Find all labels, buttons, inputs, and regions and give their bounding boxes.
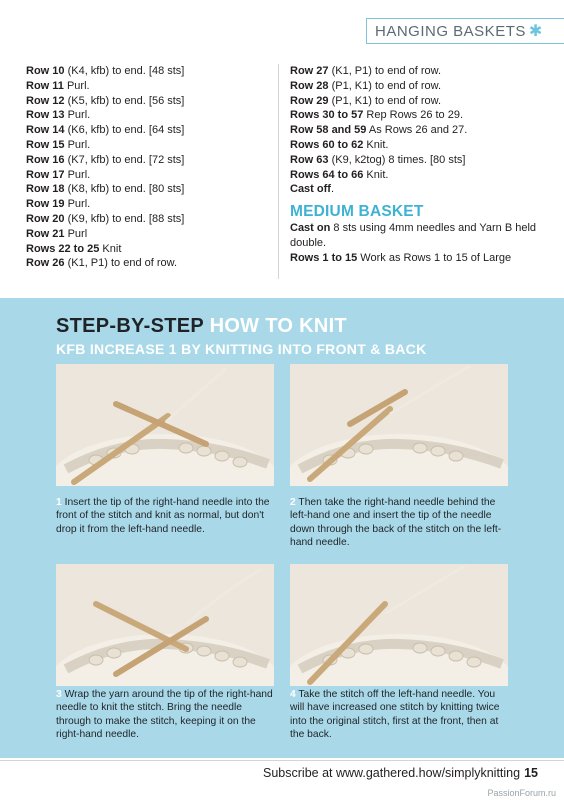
step-3-caption [56, 688, 278, 742]
pattern-row [26, 227, 266, 242]
pattern-row [290, 79, 550, 94]
row-label: Row 10 [26, 65, 65, 77]
step-by-step-title [56, 315, 347, 338]
row-label: Rows 1 to 15 [290, 251, 358, 264]
subscribe-link[interactable]: Subscribe at www.gathered.how/simplyknitting [263, 766, 521, 780]
row-label: Cast on [290, 221, 331, 234]
row-text: (K5, kfb) to end. [56 sts] [64, 94, 185, 107]
snowflake-icon: ✱ [528, 23, 543, 40]
step-1-photo [56, 364, 274, 486]
row-label: Cast off [290, 183, 331, 196]
column-divider [278, 64, 279, 279]
row-text: (P1, K1) to end of row. [328, 79, 442, 92]
row-label: Rows 60 to 62 [290, 138, 364, 151]
title-light: HOW TO KNIT [203, 315, 347, 337]
row-text: (K6, kfb) to end. [64 sts] [64, 124, 185, 137]
pattern-row [290, 153, 550, 168]
step-text: Insert the tip of the right-hand needle into the front of the stitch and knit as normal, but don't drop it from the left-hand needle. [56, 497, 270, 535]
pattern-row [290, 251, 550, 266]
pattern-row [290, 221, 550, 251]
row-text: Purl [64, 227, 88, 240]
pattern-row [26, 64, 266, 79]
row-text: (K8, kfb) to end. [80 sts] [64, 183, 185, 196]
pattern-row [26, 153, 266, 168]
row-text: Rep Rows 26 to 29. [363, 109, 464, 122]
row-label: Rows 30 to 57 [290, 109, 364, 122]
row-text: (K4, kfb) to end. [48 sts] [64, 65, 185, 77]
row-text: (K7, kfb) to end. [72 sts] [64, 153, 185, 166]
row-text: (K9, kfb) to end. [88 sts] [64, 212, 185, 225]
pattern-row [26, 108, 266, 123]
pattern-row [290, 168, 550, 183]
step-3-photo [56, 564, 274, 686]
step-number: 3 [56, 689, 62, 700]
row-text: Purl. [64, 198, 91, 211]
step-text: Wrap the yarn around the tip of the right-hand needle to knit the stitch. Bring the needle through to make the stitch, keeping it on the right-hand needle. [56, 689, 273, 741]
pattern-row [26, 138, 266, 153]
pattern-row [26, 123, 266, 138]
row-text: (K1, P1) to end of row. [328, 65, 442, 77]
row-label: Row 27 [290, 65, 329, 77]
row-label: Row 29 [290, 94, 329, 107]
pattern-row [26, 94, 266, 109]
row-label: Row 20 [26, 212, 65, 225]
pattern-row [26, 212, 266, 227]
row-text: (K1, P1) to end of row. [64, 257, 178, 270]
title-dark: STEP-BY-STEP [56, 315, 204, 337]
row-text: (K9, k2tog) 8 times. [80 sts] [328, 153, 466, 166]
row-text: Knit. [363, 138, 389, 151]
row-label: Row 12 [26, 94, 65, 107]
row-text: Knit. [363, 168, 389, 181]
step-4-photo [290, 564, 508, 686]
row-text: Purl. [63, 79, 90, 92]
pattern-row [26, 168, 266, 183]
row-label: Row 13 [26, 109, 65, 122]
row-label: Row 19 [26, 198, 65, 211]
row-text: As Rows 26 and 27. [366, 124, 468, 137]
pattern-row [290, 123, 550, 138]
pattern-row [290, 108, 550, 123]
pattern-right-column [290, 64, 550, 265]
pattern-row [26, 242, 266, 257]
step-number: 4 [290, 689, 296, 700]
row-label: Row 14 [26, 124, 65, 137]
watermark: PassionForum.ru [487, 788, 556, 798]
row-label: Row 15 [26, 138, 65, 151]
step-1-caption [56, 496, 278, 536]
step-number: 2 [290, 497, 296, 508]
row-label: Row 21 [26, 227, 65, 240]
footer-divider [0, 760, 564, 761]
row-label: Rows 22 to 25 [26, 242, 100, 255]
medium-basket-heading: MEDIUM BASKET [290, 203, 424, 221]
step-text: Then take the right-hand needle behind the left-hand one and insert the tip of the needle down through the back of the stitch on the left-hand needle. [290, 497, 502, 549]
row-label: Row 16 [26, 153, 65, 166]
section-title: HANGING BASKETS [375, 22, 526, 40]
row-text: Purl. [64, 138, 91, 151]
medium-rows [290, 221, 550, 265]
pattern-row [26, 79, 266, 94]
pattern-row [290, 138, 550, 153]
step-2-caption [290, 496, 512, 550]
row-label: Row 11 [26, 79, 64, 92]
row-text: . [330, 183, 335, 196]
row-label: Row 28 [290, 79, 329, 92]
step-text: Take the stitch off the left-hand needle. You will have increased one stitch by knitting twice into the original stitch, first at the front, then at the back. [290, 689, 500, 741]
row-label: Row 58 and 59 [290, 124, 367, 137]
row-label: Row 17 [26, 168, 65, 181]
pattern-row [26, 182, 266, 197]
step-by-step-subtitle: KFB INCREASE 1 BY KNITTING INTO FRONT & BACK [56, 341, 427, 357]
page-number: 15 [524, 766, 538, 780]
row-text: Purl. [64, 109, 91, 122]
step-number: 1 [56, 497, 62, 508]
row-label: Row 26 [26, 257, 65, 270]
pattern-left-column [26, 64, 266, 271]
step-4-caption [290, 688, 512, 742]
pattern-row [290, 182, 550, 197]
pattern-row [26, 256, 266, 271]
pattern-row [290, 64, 550, 79]
row-text: Work as Rows 1 to 15 of Large [357, 251, 512, 264]
footer [263, 766, 538, 780]
row-label: Row 63 [290, 153, 329, 166]
row-text: 8 sts using 4mm needles and Yarn B held double. [290, 221, 537, 249]
row-text: (P1, K1) to end of row. [328, 94, 442, 107]
section-header [366, 18, 564, 44]
step-2-photo [290, 364, 508, 486]
row-text: Knit [99, 242, 122, 255]
row-label: Row 18 [26, 183, 65, 196]
row-text: Purl. [64, 168, 91, 181]
row-label: Rows 64 to 66 [290, 168, 364, 181]
pattern-row [290, 94, 550, 109]
right-rows [290, 64, 550, 197]
pattern-row [26, 197, 266, 212]
